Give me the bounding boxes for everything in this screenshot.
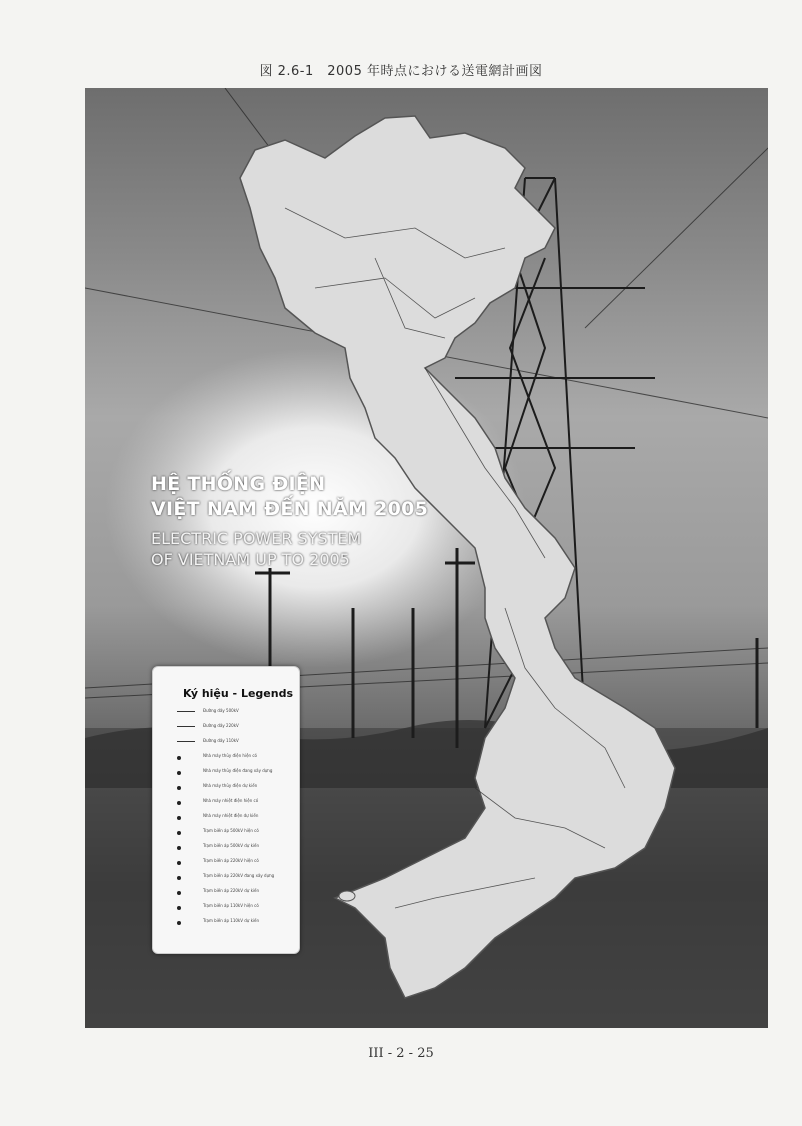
legend-item — [153, 813, 299, 823]
legend-list — [153, 708, 299, 928]
legend-item — [153, 723, 299, 733]
line-symbol-icon — [177, 741, 195, 742]
legend-item-label: Đường dây 220kV — [203, 723, 239, 728]
poster-image — [85, 88, 768, 1028]
dot-symbol-icon — [177, 801, 181, 805]
legend-item-label: Trạm biến áp 220kV hiện có — [203, 858, 259, 863]
legend-item — [153, 843, 299, 853]
legend-item — [153, 873, 299, 883]
legend-box — [152, 666, 300, 954]
legend-item-label: Trạm biến áp 110kV hiện có — [203, 903, 259, 908]
title-en-line1: ELECTRIC POWER SYSTEM — [151, 529, 362, 548]
dot-symbol-icon — [177, 756, 181, 760]
legend-item-label: Trạm biến áp 110kV dự kiến — [203, 918, 260, 923]
legend-item-label: Trạm biến áp 220kV đang xây dựng — [203, 873, 275, 878]
dot-symbol-icon — [177, 771, 181, 775]
dot-symbol-icon — [177, 891, 181, 895]
legend-item — [153, 768, 299, 778]
legend-item-label: Đường dây 500kV — [203, 708, 239, 713]
legend-item — [153, 828, 299, 838]
legend-item-label: Nhà máy thủy điện hiện có — [203, 753, 257, 758]
legend-title: Ký hiệu - Legends — [183, 687, 293, 700]
figure-caption: 図 2.6-1 2005 年時点における送電網計画図 — [259, 64, 543, 79]
legend-item — [153, 708, 299, 718]
title-vn-line2: VIỆT NAM ĐẾN NĂM 2005 — [151, 498, 429, 520]
dot-symbol-icon — [177, 876, 181, 880]
legend-item-label: Nhà máy nhiệt điện hiện có — [203, 798, 259, 803]
legend-item — [153, 783, 299, 793]
legend-item-label: Trạm biến áp 500kV hiện có — [203, 828, 259, 833]
island — [339, 891, 355, 901]
legend-item-label: Trạm biến áp 220kV dự kiến — [203, 888, 260, 893]
dot-symbol-icon — [177, 831, 181, 835]
line-symbol-icon — [177, 711, 195, 712]
page-number: III - 2 - 25 — [368, 1046, 434, 1061]
legend-item-label: Đường dây 110kV — [203, 738, 239, 743]
legend-item — [153, 903, 299, 913]
dot-symbol-icon — [177, 861, 181, 865]
legend-item-label: Nhà máy thủy điện đang xây dựng — [203, 768, 273, 773]
poster-title — [151, 472, 428, 570]
legend-item-label: Nhà máy nhiệt điện dự kiến — [203, 813, 259, 818]
title-en-line2: OF VIETNAM UP TO 2005 — [151, 550, 350, 569]
legend-item — [153, 738, 299, 748]
dot-symbol-icon — [177, 921, 181, 925]
dot-symbol-icon — [177, 816, 181, 820]
legend-item-label: Trạm biến áp 500kV dự kiến — [203, 843, 260, 848]
legend-item — [153, 918, 299, 928]
dot-symbol-icon — [177, 786, 181, 790]
dot-symbol-icon — [177, 846, 181, 850]
legend-item — [153, 753, 299, 763]
legend-item — [153, 888, 299, 898]
title-vn-line1: HỆ THỐNG ĐIỆN — [151, 473, 326, 495]
legend-item — [153, 798, 299, 808]
legend-item — [153, 858, 299, 868]
line-symbol-icon — [177, 726, 195, 727]
legend-item-label: Nhà máy thủy điện dự kiến — [203, 783, 258, 788]
dot-symbol-icon — [177, 906, 181, 910]
